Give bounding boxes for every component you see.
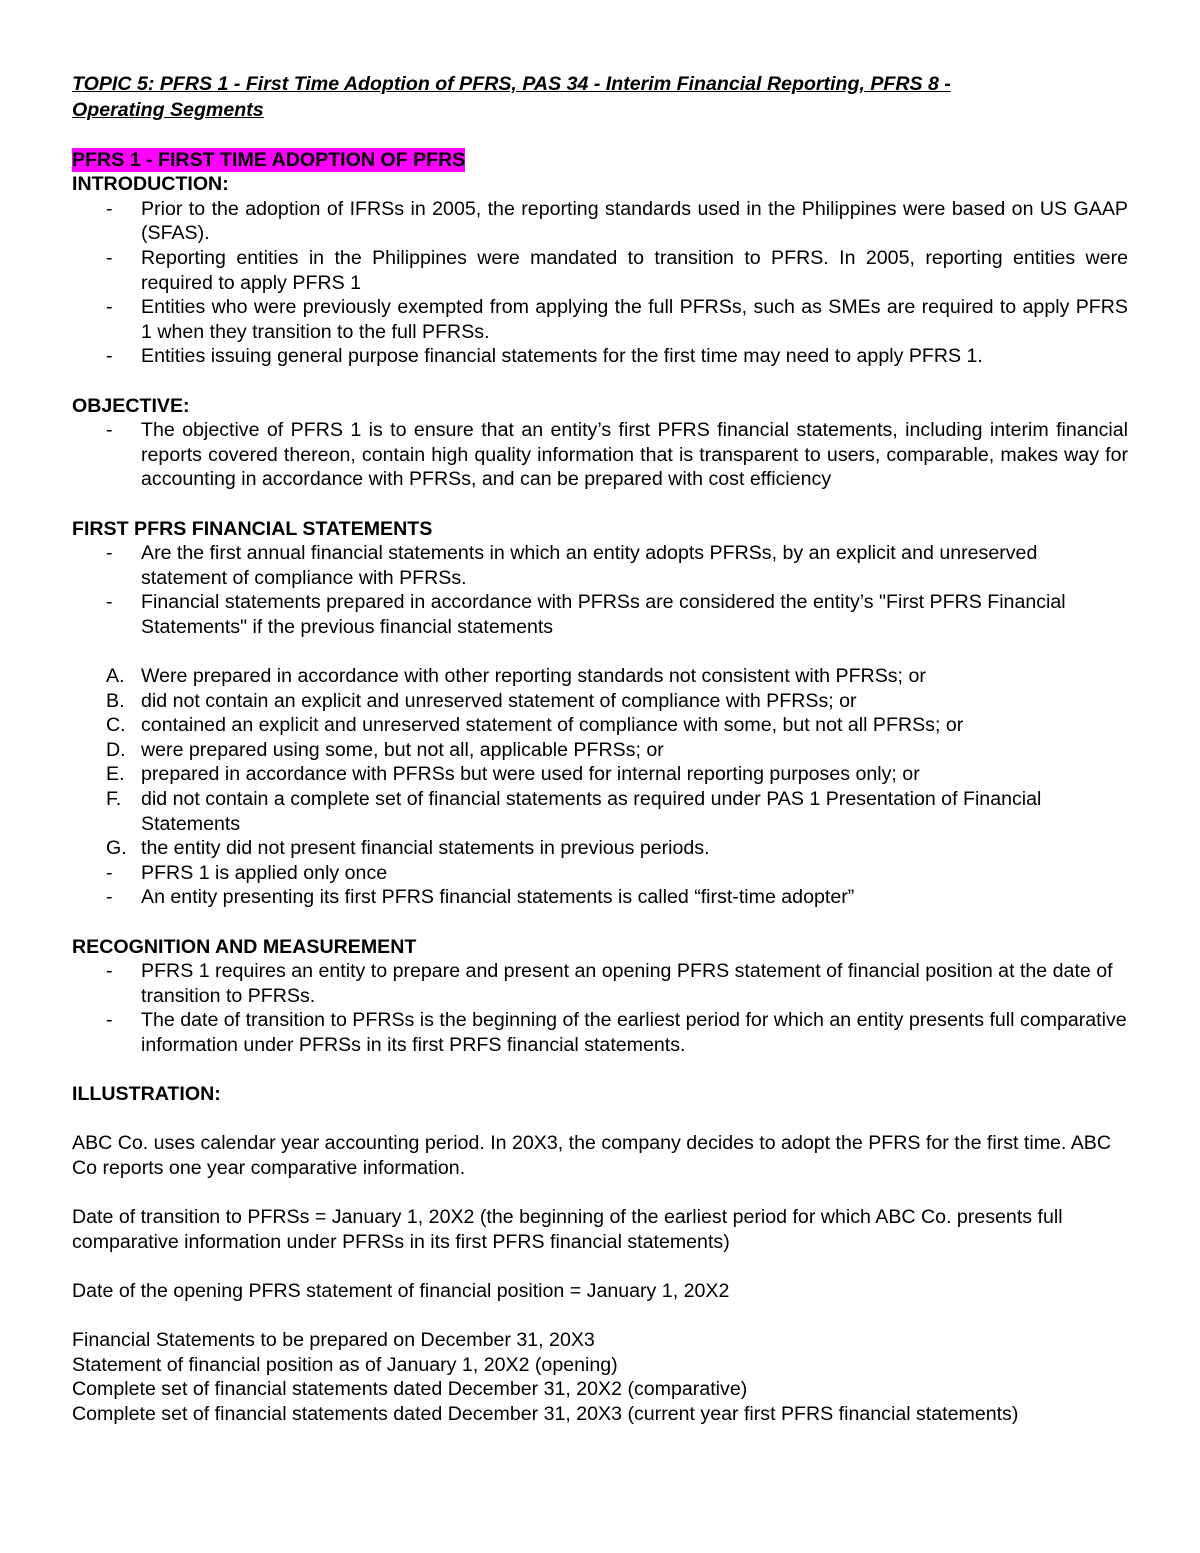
illustration-paragraph-2: Date of transition to PFRSs = January 1, 20X2 (the beginning of the earliest period for which ABC Co. presents full comparative information under PFRSs in its first PFRS financial statements) <box>72 1206 1063 1253</box>
illustration-line: Statement of financial position as of January 1, 20X2 (opening) <box>72 1353 618 1376</box>
list-item: F. did not contain a complete set of financial statements as required under PAS 1 Presentation of Financial Statements <box>106 788 1042 835</box>
list-item: - The date of transition to PFRSs is the beginning of the earliest period for which an entity presents full comparative information under PFRSs in its first PRFS financial statements. <box>106 1009 1127 1056</box>
list-item: A. Were prepared in accordance with other reporting standards not consistent with PFRSs; or <box>106 665 926 688</box>
list-item: - Are the first annual financial statements in which an entity adopts PFRSs, by an explicit and unreserved statement of compliance with PFRSs. <box>106 542 1038 589</box>
list-item: E. prepared in accordance with PFRSs but were used for internal reporting purposes only; or <box>106 763 920 786</box>
topic-title-line-2: Operating Segments <box>72 98 264 121</box>
illustration-line: Complete set of financial statements dated December 31, 20X2 (comparative) <box>72 1378 748 1401</box>
list-item: D. were prepared using some, but not all, applicable PFRSs; or <box>106 738 664 761</box>
list-item: - Prior to the adoption of IFRSs in 2005, the reporting standards used in the Philippines were based on US GAAP (SFAS). <box>106 197 1128 245</box>
list-item: - The objective of PFRS 1 is to ensure that an entity’s first PFRS financial statements, including interim financial reports covered thereon, contain high quality information that is transparent to users, comparable, makes way for accounting in accordance with PFRSs, and can be prepared with cost efficiency <box>106 419 1128 491</box>
illustration-heading: ILLUSTRATION: <box>72 1083 221 1106</box>
introduction-heading: INTRODUCTION: <box>72 173 229 196</box>
list-item: - Entities issuing general purpose financial statements for the first time may need to apply PFRS 1. <box>106 345 983 368</box>
list-item: - Reporting entities in the Philippines were mandated to transition to PFRS. In 2005, reporting entities were required to apply PFRS 1 <box>106 246 1128 294</box>
illustration-paragraph-1: ABC Co. uses calendar year accounting period. In 20X3, the company decides to adopt the PFRS for the first time. ABC Co reports one year comparative information. <box>72 1132 1112 1179</box>
conditions-list <box>72 664 1128 910</box>
first-fs-list <box>72 541 1128 639</box>
illustration-line: Complete set of financial statements dated December 31, 20X3 (current year first PFRS financial statements) <box>72 1402 1019 1425</box>
list-item: B. did not contain an explicit and unreserved statement of compliance with PFRSs; or <box>106 689 857 712</box>
section-title-highlighted: PFRS 1 - FIRST TIME ADOPTION OF PFRS <box>72 148 466 171</box>
list-item: - Financial statements prepared in accordance with PFRSs are considered the entity’s "First PFRS Financial Statements" if the previous financial statements <box>106 591 1066 638</box>
first-fs-heading: FIRST PFRS FINANCIAL STATEMENTS <box>72 517 433 540</box>
topic-title-line-1: TOPIC 5: PFRS 1 - First Time Adoption of PFRS, PAS 34 - Interim Financial Reporting, PFRS 8 - <box>72 73 951 95</box>
list-item: - Entities who were previously exempted from applying the full PFRSs, such as SMEs are required to apply PFRS 1 when they transition to the full PFRSs. <box>106 296 1128 343</box>
list-item: - PFRS 1 is applied only once <box>106 861 388 884</box>
list-item: G. the entity did not present financial statements in previous periods. <box>106 837 710 860</box>
illustration-paragraph-3: Date of the opening PFRS statement of financial position = January 1, 20X2 <box>72 1279 730 1302</box>
recognition-list <box>72 959 1128 1057</box>
recognition-heading: RECOGNITION AND MEASUREMENT <box>72 935 417 958</box>
objective-list <box>72 418 1128 492</box>
list-item: C. contained an explicit and unreserved statement of compliance with some, but not all PFRSs; or <box>106 714 964 737</box>
introduction-list <box>72 197 1128 369</box>
topic-title <box>72 72 1128 123</box>
objective-heading: OBJECTIVE: <box>72 394 190 417</box>
illustration-line: Financial Statements to be prepared on December 31, 20X3 <box>72 1329 595 1352</box>
list-item: - An entity presenting its first PFRS financial statements is called “first-time adopter” <box>106 886 855 909</box>
list-item: - PFRS 1 requires an entity to prepare and present an opening PFRS statement of financial position at the date of transition to PFRSs. <box>106 960 1113 1007</box>
